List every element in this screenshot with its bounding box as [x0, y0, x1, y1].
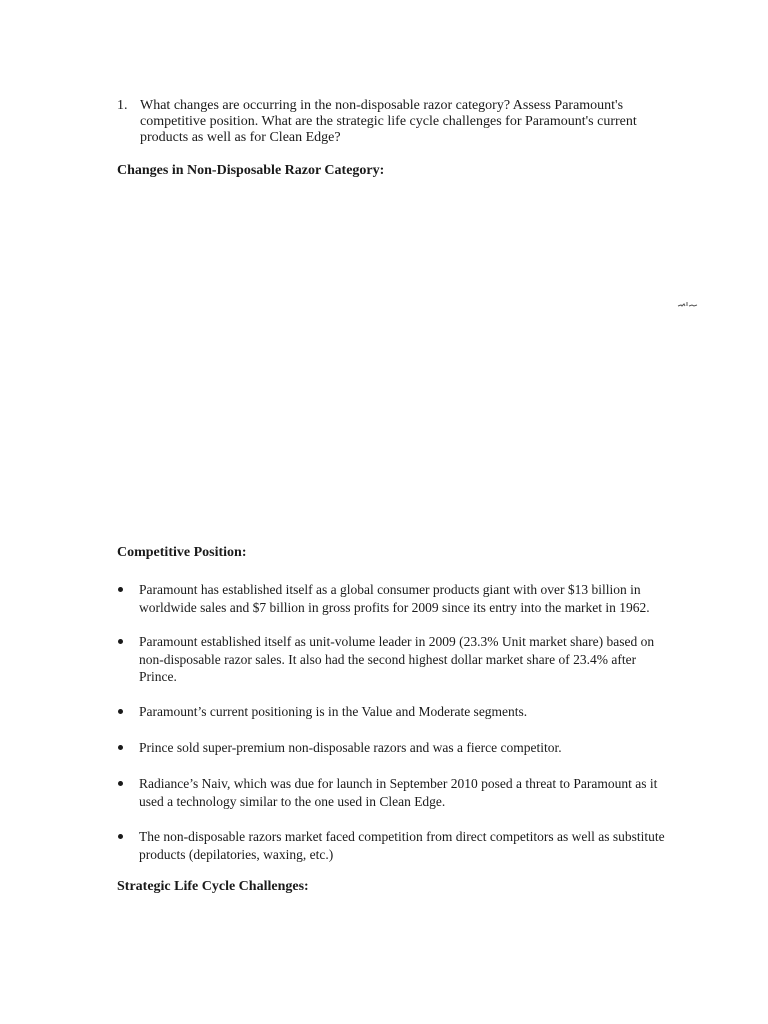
list-item-text: Paramount established itself as unit-volume leader in 2009 (23.3% Unit market share) based on non-disposable razor sales. It also had the second highest dollar market share of 23.4% after Prince.	[139, 634, 655, 684]
list-item-text: Paramount has established itself as a global consumer products giant with over $13 billion in worldwide sales and $7 billion in gross profits for 2009 since its entry into the market in 1962.	[139, 582, 650, 615]
bullet-icon	[118, 745, 123, 750]
list-item	[117, 581, 677, 616]
list-item-text: Prince sold super-premium non-disposable razors and was a fierce competitor.	[139, 740, 562, 755]
bullet-icon	[118, 834, 123, 839]
bullet-icon	[118, 639, 123, 644]
changes-heading: Changes in Non-Disposable Razor Category:	[117, 163, 385, 178]
list-item	[117, 739, 677, 757]
competitive-position-heading: Competitive Position:	[117, 545, 247, 560]
bullet-icon	[118, 781, 123, 786]
list-item	[117, 703, 677, 721]
question-number: 1.	[117, 98, 128, 113]
list-item-text: Paramount’s current positioning is in the Value and Moderate segments.	[139, 704, 528, 719]
bullet-icon	[118, 587, 123, 592]
list-item	[117, 828, 677, 863]
list-item	[117, 775, 677, 810]
question-1	[117, 98, 677, 146]
list-item-text: The non-disposable razors market faced competition from direct competitors as well as substitute products (depilatories, waxing, etc.)	[139, 829, 665, 862]
bullet-icon	[118, 709, 123, 714]
list-item-text: Radiance’s Naiv, which was due for launch in September 2010 posed a threat to Paramount as it used a technology similar to the one used in Clean Edge.	[139, 776, 658, 809]
strategic-challenges-heading: Strategic Life Cycle Challenges:	[117, 879, 309, 894]
question-text: What changes are occurring in the non-disposable razor category? Assess Paramount's competitive position. What are the strategic life cycle challenges for Paramount's current products as well as for Clean Edge?	[140, 98, 637, 145]
list-item	[117, 633, 677, 686]
scan-artifact	[677, 300, 699, 308]
